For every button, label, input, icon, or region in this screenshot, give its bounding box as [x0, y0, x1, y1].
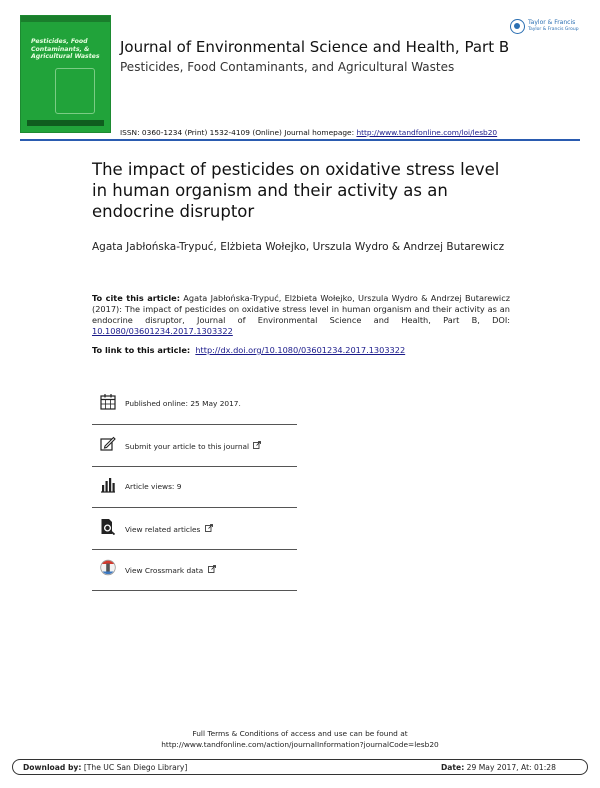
cover-bottom-band: [27, 120, 104, 126]
journal-subtitle: Pesticides, Food Contaminants, and Agricultural Wastes: [120, 60, 455, 74]
submit-pencil-icon: [100, 435, 116, 452]
journal-title[interactable]: Journal of Environmental Science and Health, Part B: [120, 38, 510, 56]
downloaded-value: [The UC San Diego Library]: [83, 762, 188, 772]
external-link-icon: [253, 441, 261, 449]
info-divider: [92, 590, 297, 591]
issn-text: ISSN: 0360-1234 (Print) 1532-4109 (Online) Journal homepage:: [120, 128, 355, 137]
article-title: The impact of pesticides on oxidative stress level in human organism and their activity as an endocrine disruptor: [92, 160, 500, 221]
bar-chart-icon: [100, 476, 116, 493]
issn-line: [120, 128, 497, 137]
publisher-tagline: Taylor & Francis Group: [528, 27, 579, 32]
article-authors: Agata Jabłońska-Trypuć, Elżbieta Wołejko, Urszula Wydro & Andrzej Butarewicz: [92, 241, 505, 253]
publisher-name: Taylor & Francis: [528, 19, 576, 26]
journal-homepage-link[interactable]: http://www.tandfonline.com/loi/lesb20: [356, 128, 498, 137]
citation-block: [92, 293, 510, 337]
article-views-label: Article views: 9: [125, 482, 182, 491]
external-link-icon: [205, 524, 213, 532]
external-link-icon: [208, 565, 216, 573]
cover-artwork: [55, 68, 95, 114]
crossmark-link[interactable]: [125, 565, 216, 575]
crossmark-row[interactable]: [92, 550, 297, 590]
related-articles-row[interactable]: [92, 509, 297, 549]
publisher-logo-icon: [510, 19, 525, 34]
related-articles-label: View related articles: [125, 525, 201, 534]
submit-article-label: Submit your article to this journal: [125, 442, 250, 451]
article-doi-url[interactable]: http://dx.doi.org/10.1080/03601234.2017.1303322: [195, 345, 406, 355]
crossmark-icon: [100, 559, 116, 576]
info-divider: [92, 507, 297, 508]
terms-line: Full Terms & Conditions of access and use can be found at: [192, 729, 408, 738]
date-value: 29 May 2017, At: 01:28: [466, 762, 556, 772]
search-document-icon: [100, 518, 116, 535]
related-articles-link[interactable]: [125, 524, 213, 534]
terms-url[interactable]: http://www.tandfonline.com/action/journalInformation?journalCode=lesb20: [161, 740, 439, 749]
calendar-icon: [100, 393, 116, 410]
downloaded-by: [23, 763, 187, 772]
published-online-row: [92, 384, 297, 424]
download-date: [441, 763, 556, 772]
link-line: [92, 345, 405, 355]
submit-article-link[interactable]: [125, 441, 261, 451]
cite-text: Agata Jabłońska-Trypuć, Elżbieta Wołejko, Urszula Wydro & Andrzej Butarewicz (2017): The impact of pesticides on oxidative stress level in human organism and their activity as an endocrine disruptor, Journal of Environmental Science and Health, Part B, DOI:: [92, 293, 510, 325]
crossmark-label: View Crossmark data: [125, 566, 204, 575]
download-info-bar: [12, 759, 588, 775]
doi-link[interactable]: 10.1080/03601234.2017.1303322: [92, 326, 233, 336]
publisher-logo[interactable]: [510, 17, 580, 37]
article-views-row: [92, 467, 297, 507]
header-divider: [20, 139, 580, 141]
date-label: Date:: [441, 762, 465, 772]
downloaded-label: Download by:: [23, 762, 82, 772]
journal-cover-image: [20, 15, 111, 133]
link-label: To link to this article:: [92, 345, 191, 355]
cite-label: To cite this article:: [92, 293, 180, 303]
info-divider: [92, 424, 297, 425]
cover-top-band: [21, 16, 110, 22]
cover-title: Pesticides, Food Contaminants, & Agricultural Wastes: [31, 38, 100, 61]
submit-article-row[interactable]: [92, 426, 297, 466]
published-online-label: Published online: 25 May 2017.: [125, 399, 241, 408]
terms-block: [0, 728, 600, 750]
